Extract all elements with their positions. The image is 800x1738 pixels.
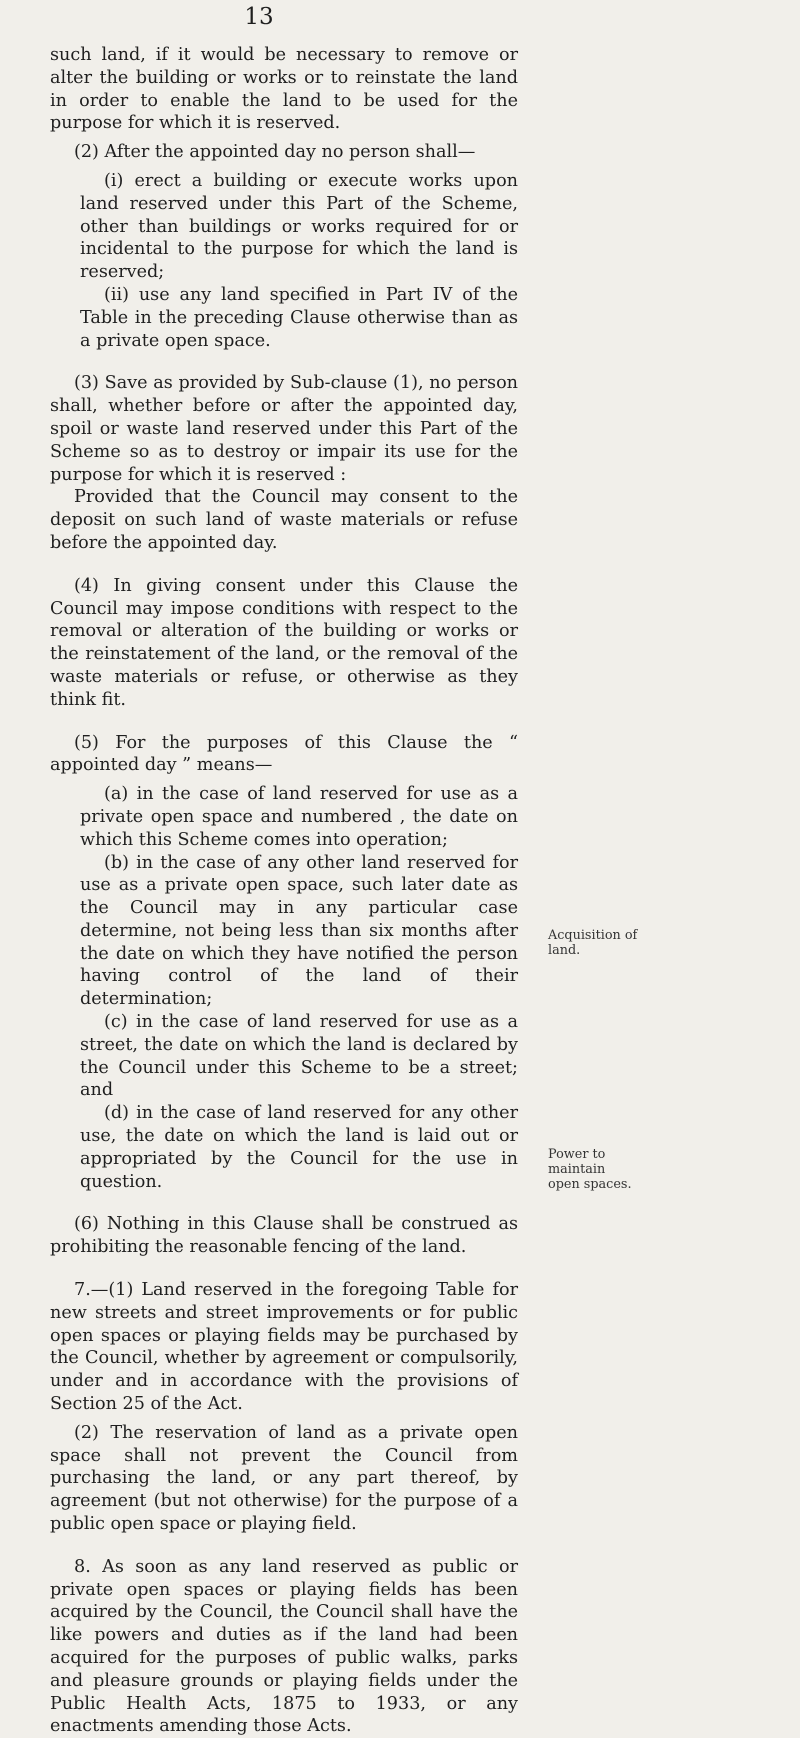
subclause-2: (2) After the appointed day no person shall— xyxy=(74,142,476,163)
clause-text xyxy=(50,44,518,1738)
proviso: Provided that the Council may consent to the deposit on such land of waste materials or refuse before the appointed day. xyxy=(50,487,518,553)
item-c: (c) in the case of land reserved for use as a street, the date on which the land is declared by the Council under this Scheme to be a street; and xyxy=(80,1012,518,1101)
item-a: (a) in the case of land reserved for use as a private open space and numbered , the date on which this Scheme comes into operation; xyxy=(80,784,518,850)
paragraph-continuation: such land, if it would be necessary to remove or alter the building or works or to reinstate the land in order to enable the land to be used for the purpose for which it is reserved. xyxy=(50,45,518,134)
margin-note-power: Power to maintain open spaces. xyxy=(548,1147,632,1192)
clause-8: 8. As soon as any land reserved as public or private open spaces or playing fields has been acquired by the Council, the Council shall have the like powers and duties as if the land had been acquired for the purposes of public walks, parks and pleasure grounds or playing fields under the Public Health Acts, 1875 to 1933, or any enactments amending those Acts. xyxy=(50,1556,518,1737)
clause-7-2: (2) The reservation of land as a private open space shall not prevent the Council from purchasing the land, or any part thereof, by agreement (but not otherwise) for the purpose of a public open space or playing field. xyxy=(50,1422,518,1535)
item-i: (i) erect a building or execute works upon land reserved under this Part of the Scheme, other than buildings or works required for or incidental to the purpose for which the land is reserved; xyxy=(80,170,518,283)
subclause-5: (5) For the purposes of this Clause the “ appointed day ” means— xyxy=(50,732,518,776)
item-b: (b) in the case of any other land reserved for use as a private open space, such later date as the Council may in any particular case determine, not being less than six months after the date on which they have notified the person having control of the land of their determination; xyxy=(80,852,518,1010)
clause-7-1: 7.—(1) Land reserved in the foregoing Table for new streets and street improvements or for public open spaces or playing fields may be purchased by the Council, whether by agreement or compulsorily, under and in accordance with the provisions of Section 25 of the Act. xyxy=(50,1280,518,1415)
page-number: 13 xyxy=(244,4,274,30)
margin-note-acquisition: Acquisition of land. xyxy=(548,928,638,958)
subclause-4: (4) In giving consent under this Clause the Council may impose conditions with respect to the removal or alteration of the building or works or the reinstatement of the land, or the removal of the waste materials or refuse, or otherwise as they think fit. xyxy=(50,575,518,710)
item-d: (d) in the case of land reserved for any other use, the date on which the land is laid out or appropriated by the Council for the use in question. xyxy=(80,1103,518,1192)
subclause-3: (3) Save as provided by Sub-clause (1), no person shall, whether before or after the appointed day, spoil or waste land reserved under this Part of the Scheme so as to destroy or impair its use for the purpose for which it is reserved : xyxy=(50,373,518,485)
item-ii: (ii) use any land specified in Part IV of the Table in the preceding Clause otherwise than as a private open space. xyxy=(80,284,518,351)
subclause-6: (6) Nothing in this Clause shall be construed as prohibiting the reasonable fencing of the land. xyxy=(50,1214,518,1258)
